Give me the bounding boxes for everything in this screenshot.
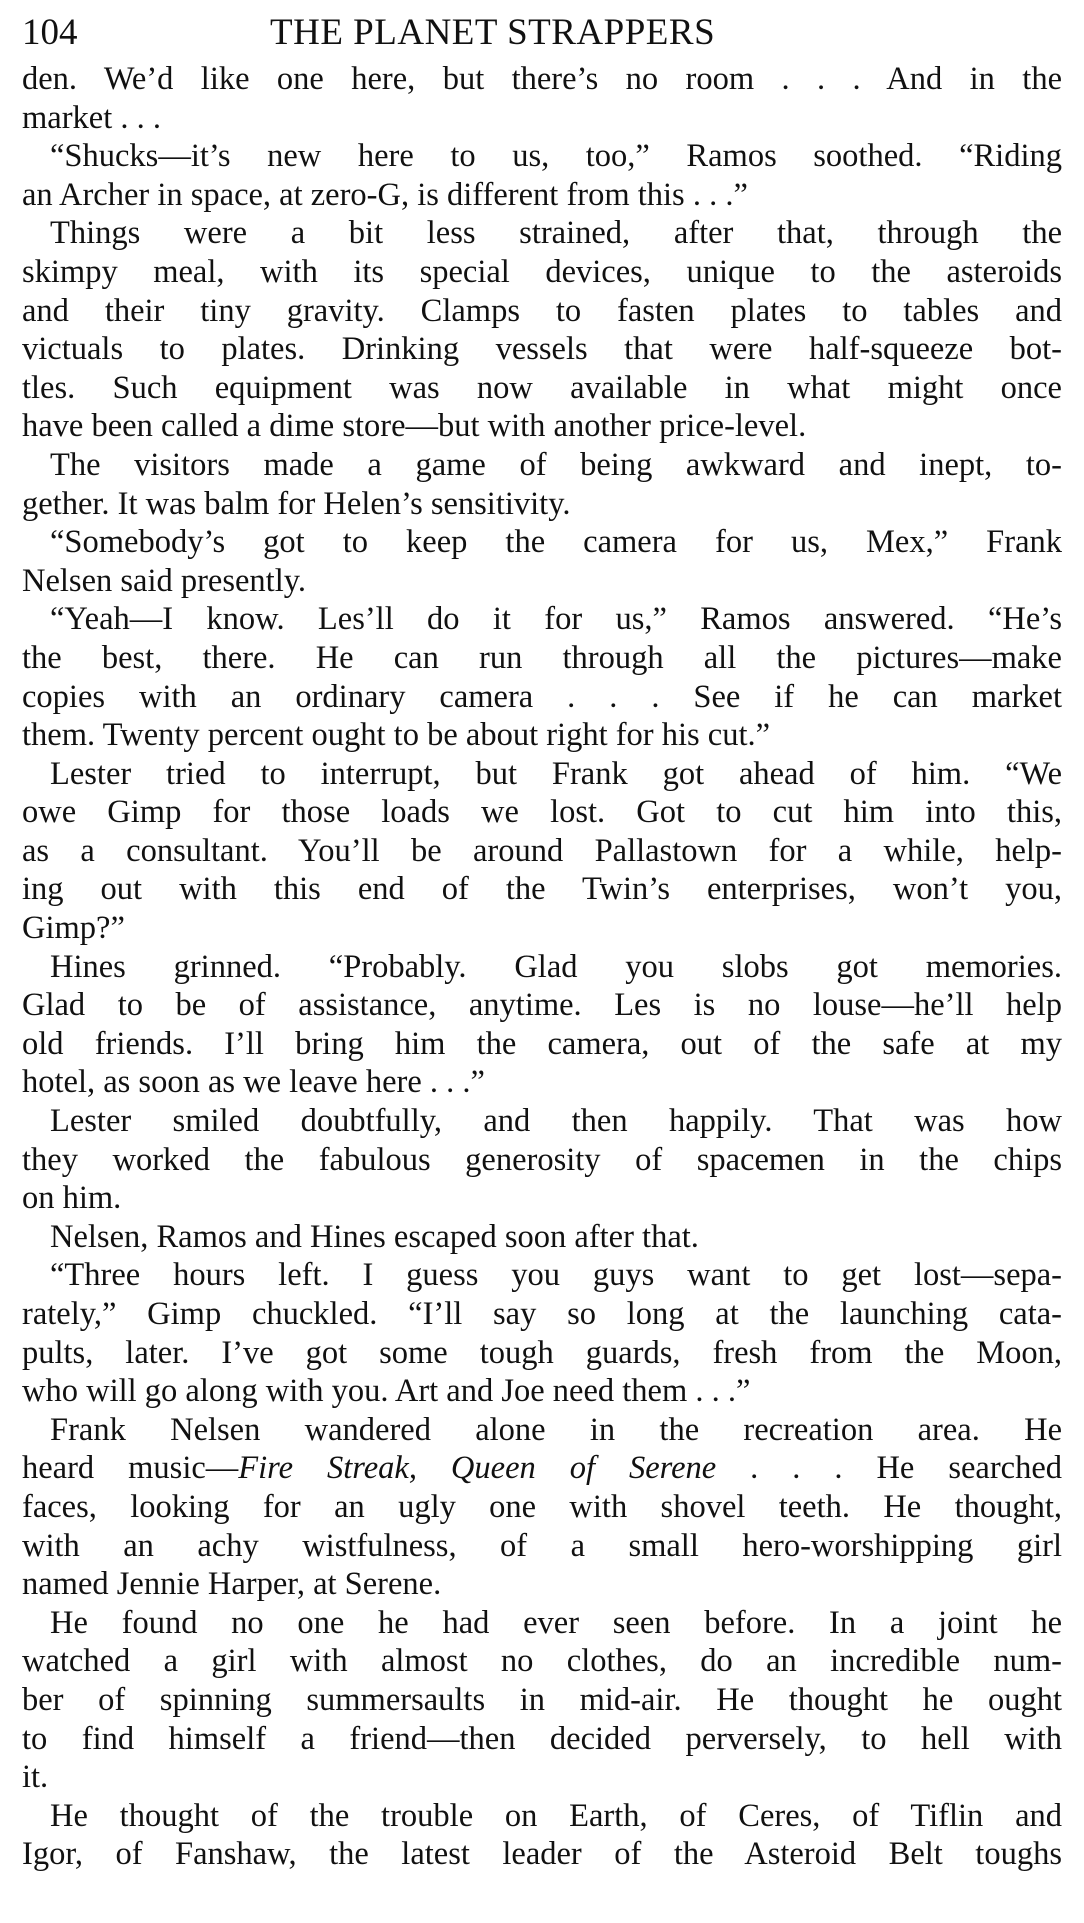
line-text: The visitors made a game of being awkward and inept, to- bbox=[50, 446, 1062, 483]
line-text: ber of spinning summersaults in mid-air. He thought he ought bbox=[22, 1681, 1062, 1718]
line-text: watched a girl with almost no clothes, do an incredible num- bbox=[22, 1643, 1062, 1680]
page-number: 104 bbox=[22, 12, 78, 53]
line-text: to find himself a friend—then decided perversely, to hell with bbox=[22, 1720, 1062, 1757]
text-line bbox=[22, 909, 1062, 948]
text-line bbox=[22, 176, 1062, 215]
text-line bbox=[22, 1218, 1062, 1257]
line-text: “Yeah—I know. Les’ll do it for us,” Ramos answered. “He’s bbox=[50, 601, 1062, 638]
line-text: “Somebody’s got to keep the camera for us, Mex,” Frank bbox=[50, 524, 1062, 561]
line-text: Glad to be of assistance, anytime. Les is no louse—he’ll help bbox=[22, 987, 1062, 1024]
text-line bbox=[22, 716, 1062, 755]
line-text: it. bbox=[22, 1759, 49, 1796]
text-line bbox=[22, 870, 1062, 909]
line-text: Hines grinned. “Probably. Glad you slobs got memories. bbox=[50, 948, 1062, 985]
text-line bbox=[22, 1527, 1062, 1566]
text-line bbox=[22, 639, 1062, 678]
page-header bbox=[22, 10, 1062, 56]
text-line bbox=[22, 1565, 1062, 1604]
line-text: “Shucks—it’s new here to us, too,” Ramos soothed. “Riding bbox=[50, 138, 1062, 175]
text-line bbox=[22, 292, 1062, 331]
text-line bbox=[22, 793, 1062, 832]
line-text: ing out with this end of the Twin’s enterprises, won’t you, bbox=[22, 871, 1062, 908]
line-text: Lester tried to interrupt, but Frank got ahead of him. “We bbox=[50, 755, 1062, 792]
line-text: as a consultant. You’ll be around Pallastown for a while, help- bbox=[22, 832, 1062, 869]
line-text: them. Twenty percent ought to be about right for his cut.” bbox=[22, 717, 771, 754]
line-text: tles. Such equipment was now available in what might once bbox=[22, 369, 1062, 406]
text-line bbox=[22, 407, 1062, 446]
line-text: on him. bbox=[22, 1180, 122, 1217]
line-text: He thought of the trouble on Earth, of Ceres, of Tiflin and bbox=[50, 1797, 1062, 1834]
line-text: Lester smiled doubtfully, and then happily. That was how bbox=[50, 1103, 1062, 1140]
line-text: and their tiny gravity. Clamps to fasten plates to tables and bbox=[22, 292, 1062, 329]
line-text: den. We’d like one here, but there’s no room . . . And in the bbox=[22, 61, 1062, 97]
text-line bbox=[22, 755, 1062, 794]
line-text: Nelsen, Ramos and Hines escaped soon after that. bbox=[50, 1218, 699, 1255]
line-text: Nelsen said presently. bbox=[22, 562, 306, 599]
text-line bbox=[22, 1411, 1062, 1450]
line-text: rately,” Gimp chuckled. “I’ll say so long at the launching cata- bbox=[22, 1296, 1062, 1332]
line-text: market . . . bbox=[22, 99, 161, 136]
text-line bbox=[22, 600, 1062, 639]
line-text: faces, looking for an ugly one with shovel teeth. He thought, bbox=[22, 1488, 1062, 1525]
line-text: with an achy wistfulness, of a small hero-worshipping girl bbox=[22, 1527, 1062, 1564]
line-text: gether. It was balm for Helen’s sensitivity. bbox=[22, 485, 571, 522]
line-text: Frank Nelsen wandered alone in the recreation area. He bbox=[50, 1411, 1062, 1448]
text-line bbox=[22, 99, 1062, 138]
text-line bbox=[22, 1835, 1062, 1874]
line-text: old friends. I’ll bring him the camera, out of the safe at my bbox=[22, 1025, 1062, 1062]
text-line bbox=[22, 562, 1062, 601]
text-line bbox=[22, 1063, 1062, 1102]
line-text: Gimp?” bbox=[22, 910, 125, 947]
text-line bbox=[22, 1449, 1062, 1488]
line-text: pults, later. I’ve got some tough guards, fresh from the Moon, bbox=[22, 1334, 1062, 1371]
line-text: copies with an ordinary camera . . . See if he can market bbox=[22, 678, 1062, 715]
text-line bbox=[22, 1334, 1062, 1373]
text-line bbox=[22, 832, 1062, 871]
text-line bbox=[22, 1488, 1062, 1527]
body-text bbox=[22, 60, 1062, 1874]
text-line bbox=[22, 1681, 1062, 1720]
text-line bbox=[22, 253, 1062, 292]
text-line bbox=[22, 446, 1062, 485]
text-line bbox=[22, 1295, 1062, 1334]
text-line bbox=[22, 137, 1062, 176]
text-line bbox=[22, 523, 1062, 562]
text-line bbox=[22, 1102, 1062, 1141]
running-title: THE PLANET STRAPPERS bbox=[270, 12, 716, 53]
text-line bbox=[22, 214, 1062, 253]
text-line bbox=[22, 369, 1062, 408]
line-text: “Three hours left. I guess you guys want to get lost—sepa- bbox=[50, 1257, 1062, 1294]
text-line bbox=[22, 1372, 1062, 1411]
line-text: skimpy meal, with its special devices, unique to the asteroids bbox=[22, 253, 1062, 290]
text-line bbox=[22, 485, 1062, 524]
line-text: who will go along with you. Art and Joe need them . . .” bbox=[22, 1373, 751, 1410]
text-line bbox=[22, 1642, 1062, 1681]
line-text: an Archer in space, at zero-G, is different from this . . .” bbox=[22, 176, 748, 213]
text-line bbox=[22, 1604, 1062, 1643]
text-line bbox=[22, 1256, 1062, 1295]
line-text: they worked the fabulous generosity of spacemen in the chips bbox=[22, 1141, 1062, 1178]
line-text-continued: . . . He searched bbox=[716, 1450, 1062, 1487]
line-text: have been called a dime store—but with another price-level. bbox=[22, 408, 807, 445]
text-line bbox=[22, 986, 1062, 1025]
italic-title: Fire Streak, Queen of Serene bbox=[238, 1450, 717, 1487]
line-text: Things were a bit less strained, after that, through the bbox=[50, 215, 1062, 252]
line-text: the best, there. He can run through all the pictures—make bbox=[22, 639, 1062, 676]
text-line bbox=[22, 1179, 1062, 1218]
line-text: He found no one he had ever seen before. In a joint he bbox=[50, 1604, 1062, 1641]
text-line bbox=[22, 1720, 1062, 1759]
line-text: victuals to plates. Drinking vessels that were half-squeeze bot- bbox=[22, 331, 1062, 368]
line-text: hotel, as soon as we leave here . . .” bbox=[22, 1064, 485, 1101]
line-text: owe Gimp for those loads we lost. Got to cut him into this, bbox=[22, 794, 1062, 831]
line-text: named Jennie Harper, at Serene. bbox=[22, 1566, 442, 1603]
text-line bbox=[22, 678, 1062, 717]
text-line bbox=[22, 948, 1062, 987]
text-line bbox=[22, 1797, 1062, 1836]
text-line bbox=[22, 1025, 1062, 1064]
text-line bbox=[22, 60, 1062, 99]
line-text: heard music— bbox=[22, 1450, 239, 1487]
line-text: Igor, of Fanshaw, the latest leader of the Asteroid Belt toughs bbox=[22, 1836, 1062, 1873]
text-line bbox=[22, 1141, 1062, 1180]
text-line bbox=[22, 1758, 1062, 1797]
text-line bbox=[22, 330, 1062, 369]
